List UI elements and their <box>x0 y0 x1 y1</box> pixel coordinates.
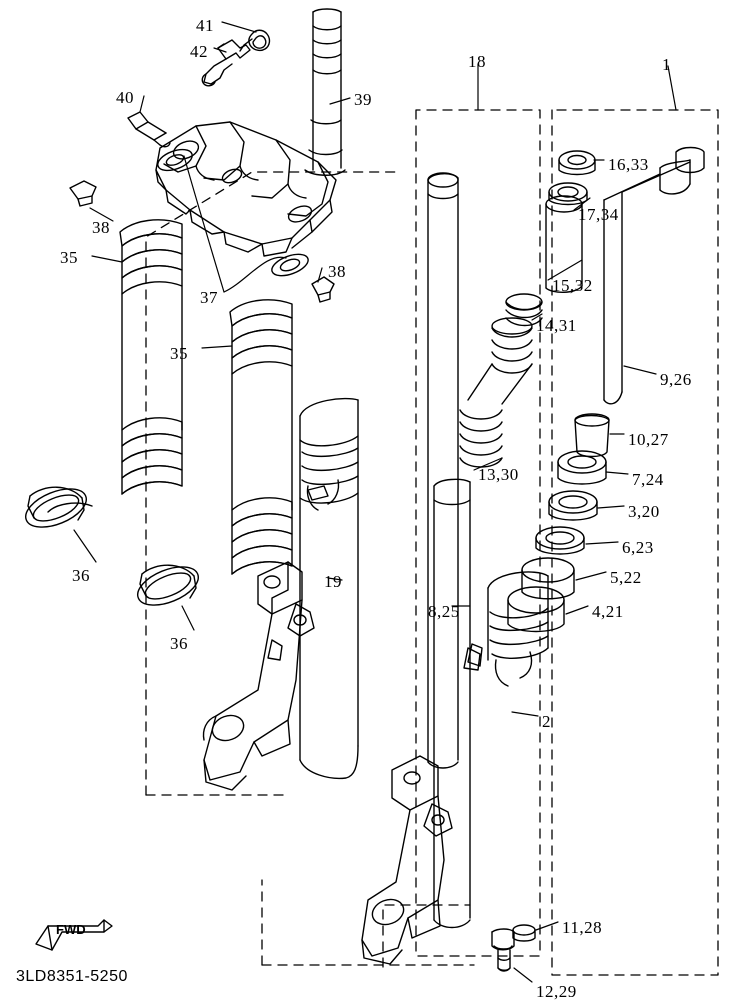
callout-11-28: 11,28 <box>562 918 603 937</box>
triple-clamp <box>156 122 336 256</box>
callout-5-22: 5,22 <box>610 568 642 587</box>
callout-2: 2 <box>542 712 551 731</box>
part-9-26-rod <box>604 148 704 404</box>
callout-36-upper: 36 <box>72 566 90 585</box>
part-36-clamp-lower <box>132 559 203 613</box>
fwd-label: FWD <box>56 922 86 937</box>
callout-14-31: 14,31 <box>536 316 577 335</box>
part-39-steering-stem <box>305 9 345 175</box>
leader-lines <box>74 22 676 982</box>
part-16-33-cap <box>559 151 595 175</box>
part-42-bracket <box>202 40 250 86</box>
callout-4-21: 4,21 <box>592 602 624 621</box>
callout-15-32: 15,32 <box>552 276 593 295</box>
part-3-20-ring <box>549 491 597 520</box>
callout-36-lower: 36 <box>170 634 188 653</box>
part-35-boot-right <box>230 300 292 574</box>
part-40-bolt <box>128 112 170 147</box>
part-10-27-bushing <box>575 414 609 457</box>
callout-7-24: 7,24 <box>632 470 664 489</box>
callout-41: 41 <box>196 16 214 35</box>
callout-38-lower: 38 <box>328 262 346 281</box>
callout-18: 18 <box>468 52 486 71</box>
part-19-outer-tube <box>204 399 359 790</box>
part-2-slider-body <box>468 572 548 686</box>
part-8-25-damper-rod <box>362 479 480 964</box>
drawing-part-number: 3LD8351-5250 <box>16 968 128 985</box>
part-36-clamp-upper <box>20 481 91 535</box>
callout-38-upper: 38 <box>92 218 110 237</box>
callout-37: 37 <box>200 288 218 307</box>
part-38-upper-nut <box>70 181 96 206</box>
callout-35-upper: 35 <box>60 248 78 267</box>
part-41-clip <box>240 30 269 51</box>
callout-17-34: 17,34 <box>578 205 619 224</box>
part-18-inner-tube <box>428 173 458 768</box>
callout-1: 1 <box>662 55 671 74</box>
callout-10-27: 10,27 <box>628 430 669 449</box>
callout-40: 40 <box>116 88 134 107</box>
callout-42: 42 <box>190 42 208 61</box>
part-4-21-slider-top <box>508 587 564 632</box>
callout-8-25: 8,25 <box>428 602 460 621</box>
group-box-2 <box>262 880 474 965</box>
callout-39: 39 <box>354 90 372 109</box>
callout-13-30: 13,30 <box>478 465 519 484</box>
callout-9-26: 9,26 <box>660 370 692 389</box>
callout-16-33: 16,33 <box>608 155 649 174</box>
callout-3-20: 3,20 <box>628 502 660 521</box>
callout-19: 19 <box>324 572 342 591</box>
part-6-23-washer <box>536 527 584 554</box>
part-11-28-washer <box>513 925 535 941</box>
part-13-30-spring-long <box>460 318 532 467</box>
callout-35-lower: 35 <box>170 344 188 363</box>
part-12-29-bolt <box>492 929 514 971</box>
callout-12-29: 12,29 <box>536 982 577 1001</box>
callout-6-23: 6,23 <box>622 538 654 557</box>
